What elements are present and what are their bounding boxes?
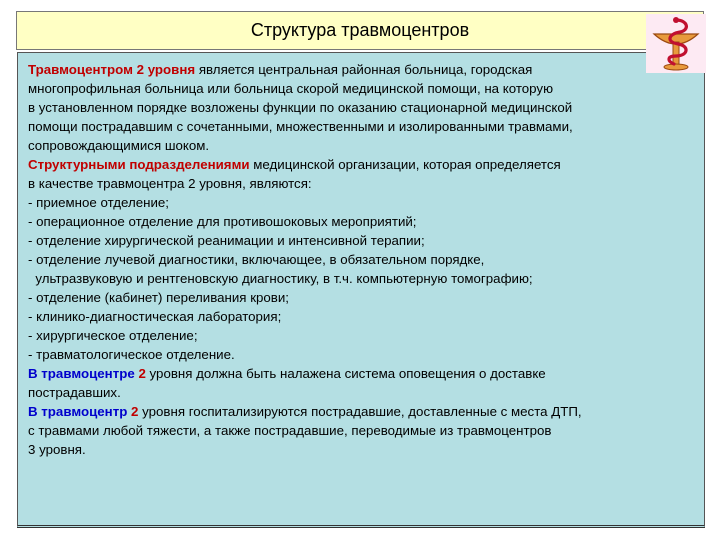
paragraph-1-line-4: помощи пострадавшим с сочетанными, множественными и изолированными травмами, [28,119,573,134]
list-item: - отделение лучевой диагностики, включающее, в обязательном порядке, [28,252,485,267]
paragraph-2-line-1: Структурными подразделениями медицинской организации, которая определяется [28,157,561,172]
paragraph-1-line-2: многопрофильная больница или больница скорой медицинской помощи, на которую [28,81,554,96]
keyword-level2-center: Травмоцентром 2 уровня [28,62,196,77]
list-item: - отделение хирургической реанимации и интенсивной терапии; [28,233,425,248]
keyword-structural-units: Структурными подразделениями [28,157,250,172]
keyword-level-number: 2 [131,404,139,419]
list-item: - травматологическое отделение. [28,347,235,362]
keyword-level-number: 2 [138,366,146,381]
paragraph-1-line-3: в установленном порядке возложены функции по оказанию стационарной медицинской [28,100,573,115]
paragraph-1-line-1: Травмоцентром 2 уровня является центральная районная больница, городская [28,62,533,77]
paragraph-4-line-1: В травмоцентр 2 уровня госпитализируются пострадавшие, доставленные с места ДТП, [28,404,582,419]
paragraph-4-line-3: 3 уровня. [28,442,86,457]
paragraph-3-line-1: В травмоцентре 2 уровня должна быть налажена система оповещения о доставке [28,366,546,381]
list-item: - приемное отделение; [28,195,169,210]
content-text [28,60,706,459]
paragraph-3-line-2: пострадавших. [28,385,121,400]
keyword-to-center: В травмоцентр [28,404,128,419]
paragraph-2-line-2: в качестве травмоцентра 2 уровня, являются: [28,176,312,191]
keyword-in-center: В травмоцентре [28,366,135,381]
list-item: - клинико-диагностическая лаборатория; [28,309,282,324]
content-panel [17,52,705,528]
list-item: ультразвуковую и рентгеновскую диагностику, в т.ч. компьютерную томографию; [28,271,533,286]
caduceus-bowl-snake-icon [646,14,706,73]
list-item: - операционное отделение для противошоковых мероприятий; [28,214,417,229]
list-item: - хирургическое отделение; [28,328,198,343]
paragraph-4-line-2: с травмами любой тяжести, а также пострадавшие, переводимые из травмоцентров [28,423,552,438]
paragraph-1-line-5: сопровождающимися шоком. [28,138,210,153]
list-item: - отделение (кабинет) переливания крови; [28,290,289,305]
slide-title-box [16,11,704,50]
slide-title: Структура травмоцентров [250,20,470,40]
